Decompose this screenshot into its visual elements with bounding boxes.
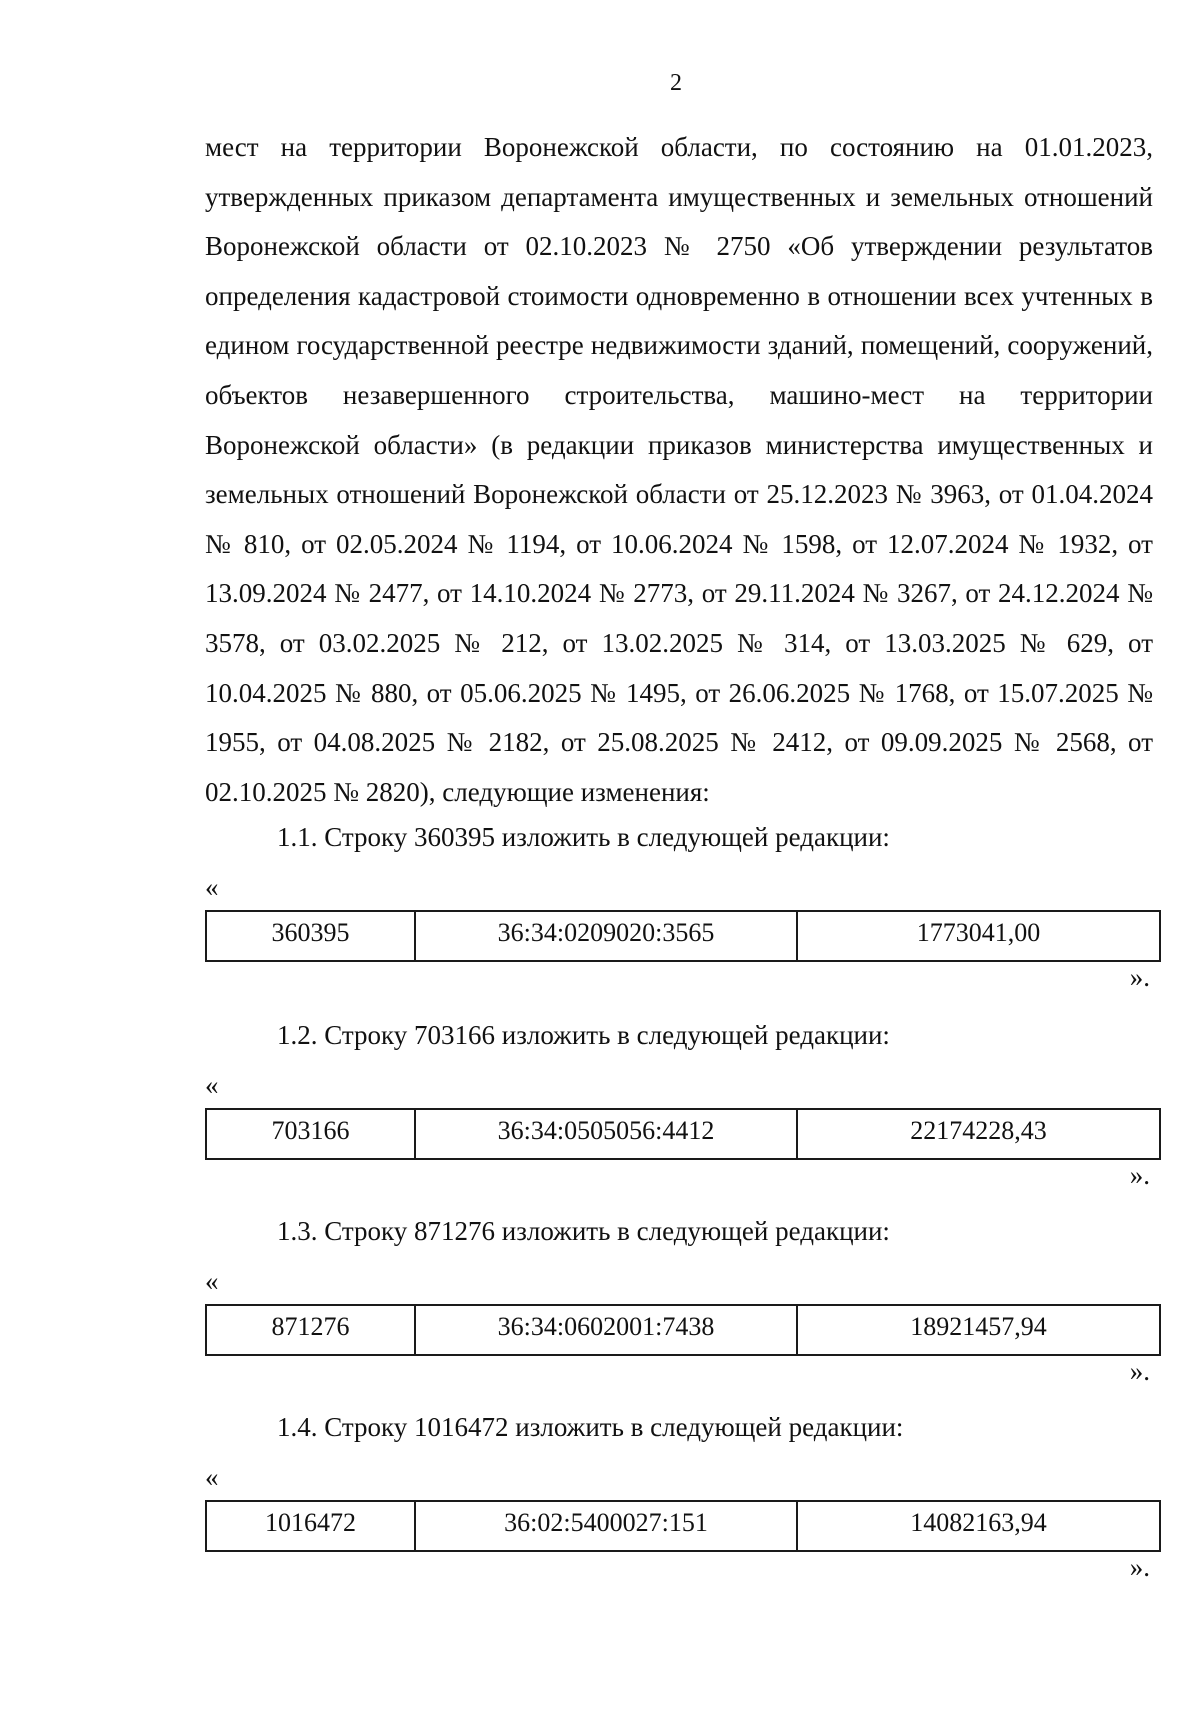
row-number-cell: 1016472: [206, 1501, 415, 1551]
amendment-heading: 1.3. Строку 871276 изложить в следующей редакции:: [277, 1216, 890, 1246]
cadastral-value-cell: 1773041,00: [797, 911, 1160, 961]
row-table: [205, 1108, 1161, 1160]
table-row: [206, 1305, 1160, 1355]
row-number-cell: 871276: [206, 1305, 415, 1355]
table-row: [206, 1109, 1160, 1159]
row-number-cell: 360395: [206, 911, 415, 961]
row-table: [205, 910, 1161, 962]
opening-quote: «: [205, 1462, 219, 1492]
row-table: [205, 1304, 1161, 1356]
cadastral-number-cell: 36:34:0505056:4412: [415, 1109, 797, 1159]
cadastral-number-cell: 36:34:0602001:7438: [415, 1305, 797, 1355]
opening-quote: «: [205, 1070, 219, 1100]
cadastral-number-cell: 36:34:0209020:3565: [415, 911, 797, 961]
row-table: [205, 1500, 1161, 1552]
cadastral-number-cell: 36:02:5400027:151: [415, 1501, 797, 1551]
amendment-heading: 1.2. Строку 703166 изложить в следующей редакции:: [277, 1020, 890, 1050]
closing-quote: ».: [1129, 962, 1150, 992]
opening-quote: «: [205, 872, 219, 902]
table-row: [206, 1501, 1160, 1551]
opening-quote: «: [205, 1266, 219, 1296]
closing-quote: ».: [1129, 1552, 1150, 1582]
amendment-heading: 1.1. Строку 360395 изложить в следующей редакции:: [277, 822, 890, 852]
body-paragraph: мест на территории Воронежской области, по состоянию на 01.01.2023, утвержденных приказом департамента имущественных и земельных отношений Воронежской области от 02.10.2023 № 2750 «Об утверждении результатов определения кадастровой стоимости одновременно в отношении всех учтенных в едином государственной реестре недвижимости зданий, помещений, сооружений, объектов незавершенного строительства, машино-мест на территории Воронежской области» (в редакции приказов министерства имущественных и земельных отношений Воронежской области от 25.12.2023 № 3963, от 01.04.2024 № 810, от 02.05.2024 № 1194, от 10.06.2024 № 1598, от 12.07.2024 № 1932, от 13.09.2024 № 2477, от 14.10.2024 № 2773, от 29.11.2024 № 3267, от 24.12.2024 № 3578, от 03.02.2025 № 212, от 13.02.2025 № 314, от 13.03.2025 № 629, от 10.04.2025 № 880, от 05.06.2025 № 1495, от 26.06.2025 № 1768, от 15.07.2025 № 1955, от 04.08.2025 № 2182, от 25.08.2025 № 2412, от 09.09.2025 № 2568, от 02.10.2025 № 2820), следующие изменения:: [205, 132, 1153, 807]
amendment-heading: 1.4. Строку 1016472 изложить в следующей редакции:: [277, 1412, 904, 1442]
closing-quote: ».: [1129, 1160, 1150, 1190]
closing-quote: ».: [1129, 1356, 1150, 1386]
cadastral-value-cell: 22174228,43: [797, 1109, 1160, 1159]
table-row: [206, 911, 1160, 961]
page-number: 2: [670, 70, 682, 96]
row-number-cell: 703166: [206, 1109, 415, 1159]
cadastral-value-cell: 18921457,94: [797, 1305, 1160, 1355]
cadastral-value-cell: 14082163,94: [797, 1501, 1160, 1551]
